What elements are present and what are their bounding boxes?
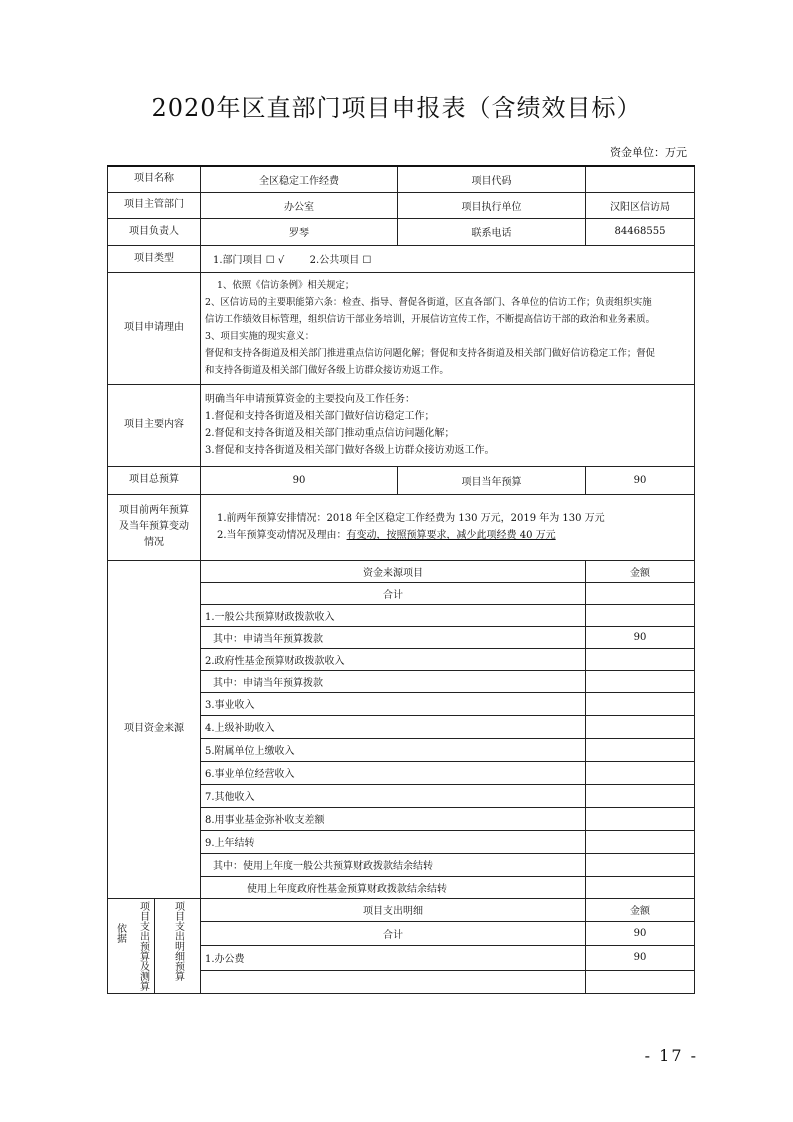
value-project-code	[586, 166, 695, 192]
funding-row-amount	[586, 604, 695, 626]
reason-line: 督促和支持各街道及相关部门推进重点信访问题化解；督促和支持各街道及相关部门做好信访稳定工作；督促	[205, 348, 656, 359]
reason-line: 1、依照《信访条例》相关规定；	[217, 280, 355, 291]
label-project-code: 项目代码	[398, 166, 586, 192]
reason-line: 2、区信访局的主要职能第六条：检查、指导、督促各街道，区直各部门、各单位的信访工作；负责组织实施	[205, 297, 652, 308]
content-line: 3.督促和支持各街道及相关部门做好各级上访群众接访劝返工作。	[205, 445, 495, 456]
reason-line: 3、项目实施的现实意义：	[205, 331, 315, 342]
expense-row-amount: 90	[586, 922, 695, 946]
value-project-name: 全区稳定工作经费	[201, 166, 398, 192]
label-department: 项目主管部门	[108, 192, 201, 218]
expense-row-label: 合计	[201, 922, 586, 946]
project-form-table	[107, 165, 695, 994]
funding-row-amount	[586, 738, 695, 761]
expense-row-amount	[586, 970, 695, 993]
funding-row-amount	[586, 692, 695, 715]
funding-row-label: 其中：申请当年预算拨款	[201, 670, 586, 692]
budget-change-prefix: 2.当年预算变动情况及理由：	[217, 530, 347, 541]
expense-row-label	[201, 970, 586, 993]
row-reason	[108, 272, 695, 384]
row-project-type	[108, 245, 695, 272]
funding-row-amount	[586, 670, 695, 692]
row-owner	[108, 218, 695, 245]
funding-row-amount	[586, 761, 695, 784]
value-project-type: 1.部门项目 ☐ √ 2.公共项目 ☐	[201, 245, 695, 272]
funding-row-label: 使用上年度政府性基金预算财政拨款结余结转	[201, 876, 586, 898]
funding-row-label: 合计	[201, 582, 586, 604]
expense-col-detail: 项目支出明细	[201, 898, 586, 922]
row-project-name	[108, 166, 695, 192]
label-year-budget: 项目当年预算	[398, 466, 586, 494]
funding-row-label: 8.用事业基金弥补收支差额	[201, 807, 586, 830]
value-exec-unit: 汉阳区信访局	[586, 192, 695, 218]
budget-change-detail: 有变动，按照预算要求，减少此项经费 40 万元	[346, 530, 556, 541]
label-reason: 项目申请理由	[108, 272, 201, 384]
expense-col-amount: 金额	[586, 898, 695, 922]
funding-row-label: 6.事业单位经营收入	[201, 761, 586, 784]
label-project-name: 项目名称	[108, 166, 201, 192]
funding-col-source: 资金来源项目	[201, 560, 586, 582]
expense-header-row	[108, 898, 695, 922]
expense-basis-text-bottom: 依据	[114, 922, 126, 943]
document-title: 2020年区直部门项目申报表（含绩效目标）	[151, 94, 642, 122]
budget-change-line-1: 1.前两年预算安排情况：2018 年全区稳定工作经费为 130 万元，2019 年为 130 万元	[217, 513, 605, 524]
funding-row-label: 4.上级补助收入	[201, 715, 586, 738]
funding-row-amount: 90	[586, 626, 695, 648]
budget-change-line-2	[205, 527, 690, 544]
row-budget	[108, 466, 695, 494]
funding-row-label: 3.事业收入	[201, 692, 586, 715]
funding-row-amount	[586, 784, 695, 807]
funding-row-amount	[586, 876, 695, 898]
funding-row-label: 5.附属单位上缴收入	[201, 738, 586, 761]
row-budget-change	[108, 494, 695, 560]
reason-text	[201, 272, 695, 384]
page-number: - 17 -	[644, 1046, 698, 1065]
funding-row-label: 2.政府性基金预算财政拨款收入	[201, 648, 586, 670]
value-year-budget: 90	[586, 466, 695, 494]
label-project-type: 项目类型	[108, 245, 201, 272]
label-expense-detail-budget	[155, 898, 201, 993]
funding-row-amount	[586, 830, 695, 853]
funding-row-label: 7.其他收入	[201, 784, 586, 807]
value-owner: 罗琴	[201, 218, 398, 245]
content-line: 2.督促和支持各街道及相关部门推动重点信访问题化解；	[205, 428, 455, 439]
label-owner: 项目负责人	[108, 218, 201, 245]
label-total-budget: 项目总预算	[108, 466, 201, 494]
content-line: 明确当年申请预算资金的主要投向及工作任务：	[205, 394, 415, 405]
funding-header-row	[108, 560, 695, 582]
funding-row-label: 其中：使用上年度一般公共预算财政拨款结余结转	[201, 853, 586, 876]
label-phone: 联系电话	[398, 218, 586, 245]
label-expense-basis	[108, 898, 155, 993]
expense-detail-budget-text: 项目支出明细预算	[172, 900, 184, 981]
reason-line: 信访工作绩效目标管理，组织信访干部业务培训，开展信访宣传工作，不断提高信访干部的政治和业务素质。	[205, 314, 656, 325]
funding-row-label: 1.一般公共预算财政拨款收入	[201, 604, 586, 626]
label-funding-source: 项目资金来源	[108, 560, 201, 898]
expense-row-label: 1.办公费	[201, 946, 586, 971]
row-content	[108, 384, 695, 466]
label-content: 项目主要内容	[108, 384, 201, 466]
value-total-budget: 90	[201, 466, 398, 494]
expense-basis-text-top: 项目支出预算及测算	[137, 900, 149, 991]
funding-row-label: 其中：申请当年预算拨款	[201, 626, 586, 648]
label-budget-change: 项目前两年预算及当年预算变动情况	[108, 494, 201, 560]
value-phone: 84468555	[586, 218, 695, 245]
funding-row-amount	[586, 853, 695, 876]
funding-row-amount	[586, 648, 695, 670]
funding-row-amount	[586, 582, 695, 604]
content-text	[201, 384, 695, 466]
funding-row-amount	[586, 715, 695, 738]
row-department	[108, 192, 695, 218]
funding-row-label: 9.上年结转	[201, 830, 586, 853]
funding-row-amount	[586, 807, 695, 830]
expense-row-amount: 90	[586, 946, 695, 971]
funding-col-amount: 金额	[586, 560, 695, 582]
budget-change-text	[201, 494, 695, 560]
reason-line: 和支持各街道及相关部门做好各级上访群众接访劝返工作。	[205, 365, 449, 376]
currency-unit: 资金单位：万元	[610, 146, 687, 159]
content-line: 1.督促和支持各街道及相关部门做好信访稳定工作；	[205, 411, 435, 422]
label-exec-unit: 项目执行单位	[398, 192, 586, 218]
value-department: 办公室	[201, 192, 398, 218]
